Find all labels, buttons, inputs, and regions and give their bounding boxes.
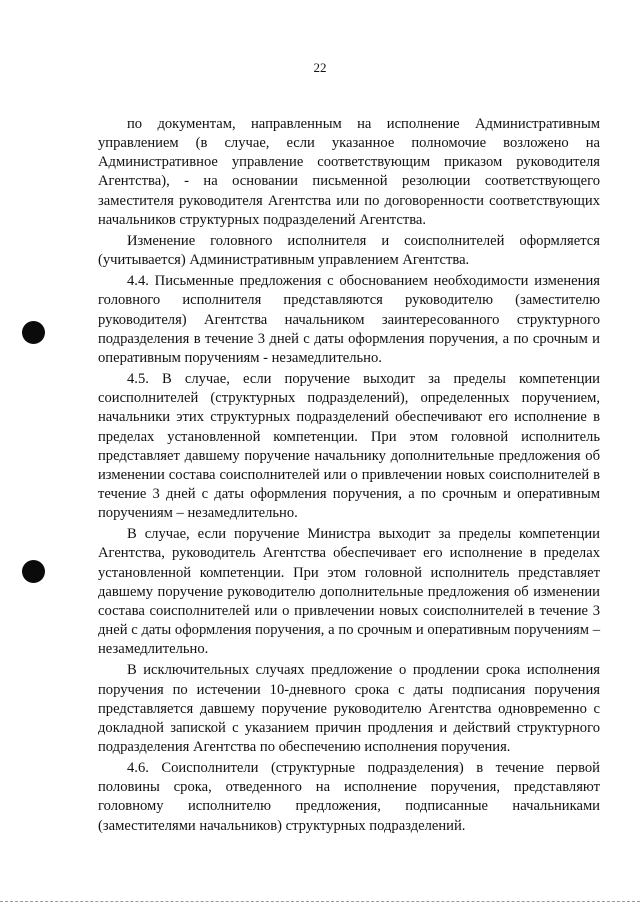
page-number: 22 <box>313 60 327 75</box>
paragraph-4-5: 4.5. В случае, если поручение выходит за пределы компетенции соисполнителей (структурных подразделений), определенных поручением, начальники этих структурных подразделений обеспечивают его исполнение в пределах установленной компетенции. При этом головной исполнитель представляет давшему поручение начальнику дополнительные предложения об изменении состава соисполнителей или о привлечении новых соисполнителей в течение 3 дней с даты оформления поручения, а по срочным и оперативным поручениям – незамедлительно. <box>98 371 600 522</box>
paragraph-change-executor: Изменение головного исполнителя и соисполнителей оформляется (учитывается) Административным управлением Агентства. <box>98 232 600 269</box>
punch-hole-bottom <box>22 560 45 583</box>
document-body <box>98 115 600 838</box>
paragraph-extension: В исключительных случаях предложение о продлении срока исполнения поручения по истечении 10-дневного срока с даты подписания поручения представляется давшему поручение руководителю Агентства одновременно с докладной запиской с указанием причин продления и действий структурного подразделения Агентства по обеспечению исполнения поручения. <box>98 662 600 755</box>
scan-edge-line <box>0 901 640 905</box>
paragraph-continuation: по документам, направленным на исполнение Административным управлением (в случае, если указанное полномочие возложено на Административное управление соответствующим приказом руководителя Агентства), - на основании письменной резолюции соответствующего заместителя руководителя Агентства или по договоренности соответствующих начальников структурных подразделений Агентства. <box>98 116 600 228</box>
punch-hole-top <box>22 321 45 344</box>
paragraph-4-6: 4.6. Соисполнители (структурные подразделения) в течение первой половины срока, отведенного на исполнение поручения, представляют головному исполнителю предложения, подписанные начальниками (заместителями начальников) структурных подразделений. <box>98 760 600 834</box>
paragraph-4-4: 4.4. Письменные предложения с обоснованием необходимости изменения головного исполнителя представляются руководителю (заместителю руководителя) Агентства начальником заинтересованного структурного подразделения в течение 3 дней с даты оформления поручения, а по срочным и оперативным поручениям - незамедлительно. <box>98 273 600 366</box>
paragraph-minister-order: В случае, если поручение Министра выходит за пределы компетенции Агентства, руководитель Агентства обеспечивает его исполнение в пределах установленной компетенции. При этом головной исполнитель представляет давшему поручение руководителю дополнительные предложения об изменении состава соисполнителей или о привлечении новых соисполнителей в течение 3 дней с даты оформления поручения, а по срочным и оперативным поручениям – незамедлительно. <box>98 526 600 658</box>
